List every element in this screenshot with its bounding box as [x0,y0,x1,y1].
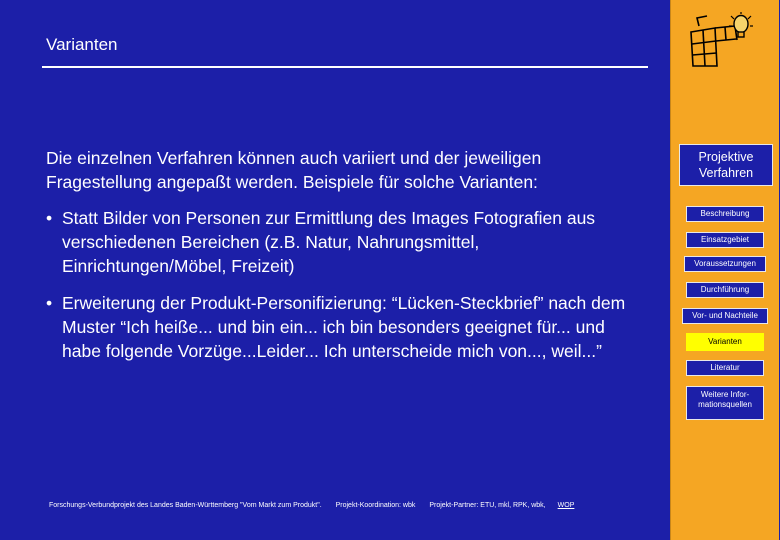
footer-partners: Projekt-Partner: ETU, mkl, RPK, wbk, [429,502,546,509]
sidebar-item-label: Vor- und Nachteile [692,311,758,320]
lightbulb-grid-logo-icon [685,10,757,70]
sidebar-item-label: Weitere Infor-mationsquellen [698,390,752,409]
sidebar-item-varianten[interactable] [686,333,764,351]
list-item-text: Erweiterung der Produkt-Personifizierung: “Lücken-Steckbrief” nach dem Muster “Ich heiße... und bin ein... ich bin besonders geeignet für... und habe folgende Vorzüge...Leider... Ich unterscheide mich von..., weil...” [62,293,626,361]
intro-text: Die einzelnen Verfahren können auch variiert und der jeweiligen Fragestellung angepaßt werden. Beispiele für solche Varianten: [46,148,542,192]
sidebar-item-beschreibung[interactable] [686,206,764,222]
bullet-icon: • [46,293,53,313]
title-divider [42,66,648,68]
variant-list [46,206,636,363]
sidebar-item-einsatzgebiet[interactable] [686,232,764,248]
list-item [46,206,636,278]
sidebar-item-literatur[interactable] [686,360,764,376]
sidebar-item-label: Durchführung [700,285,750,294]
footer-coordination: Projekt-Koordination: wbk [335,502,416,509]
list-item [46,291,636,363]
list-item-text: Statt Bilder von Personen zur Ermittlung des Images Fotografien aus verschiedenen Bereichen (z.B. Natur, Nahrungsmittel, Einrichtungen/Möbel, Freizeit) [62,208,596,276]
sidebar-item-label: Beschreibung [700,209,750,218]
sidebar-item-vor-und-nachteile[interactable] [682,308,768,324]
sidebar-section-label: Projektive Verfahren [698,150,754,180]
footer-partner-link[interactable]: WOP [557,502,575,509]
sidebar-item-voraussetzungen[interactable] [684,256,766,272]
bullet-icon: • [46,208,53,228]
sidebar-item-durchfuehrung[interactable] [686,282,764,298]
page-title: Varianten [46,35,118,54]
sidebar-item-weitere-informationsquellen[interactable] [686,386,764,420]
sidebar-section-projektive-verfahren[interactable] [679,144,773,186]
sidebar-item-label: Voraussetzungen [694,259,756,268]
footer [49,502,574,509]
main-content [46,146,636,376]
sidebar [670,0,779,540]
sidebar-item-label: Einsatzgebiet [700,235,750,244]
footer-project: Forschungs-Verbundprojekt des Landes Baden-Württemberg "Vom Markt zum Produkt". [49,502,322,509]
sidebar-item-label: Literatur [710,363,740,372]
sidebar-item-label: Varianten [708,337,742,346]
